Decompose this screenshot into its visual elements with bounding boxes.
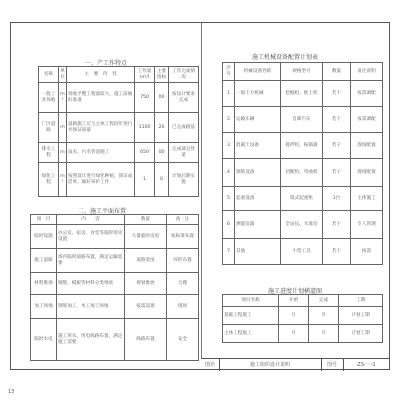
table-cell: 主体工程施工 — [223, 325, 279, 343]
table-cell: m — [59, 113, 67, 143]
table-cell: 施工用水、用电线路布置，满足施工需要 — [57, 319, 125, 361]
table-cell: 00 — [155, 83, 169, 113]
table-cell: 1 — [135, 163, 155, 197]
header-cell: 数量 — [125, 215, 167, 225]
table-row — [223, 81, 383, 107]
table-cell: 场内临时道路布置，满足运输需要 — [57, 249, 125, 273]
table-cell: m² — [59, 83, 67, 113]
table-cell: 起重设备 — [235, 187, 281, 211]
header-cell: 项目名称 — [223, 295, 279, 307]
table-row — [223, 133, 383, 159]
header-cell: 开始 — [279, 295, 309, 307]
table2-title: 二、施工平面布置 — [78, 208, 127, 215]
table-row — [39, 143, 199, 163]
header-cell: 规格型号 — [281, 63, 323, 81]
table-cell: 若干 — [323, 211, 351, 239]
table-cell: 钢筋、模板等材料分类堆放 — [57, 273, 125, 295]
table-cell: 安全 — [167, 319, 199, 361]
table-cell: 合理 — [167, 273, 199, 295]
table-row — [31, 249, 199, 273]
table-row — [31, 273, 199, 295]
table3-header-row — [223, 63, 383, 81]
table-cell: 道路施工应与主体工程同步进行并保证质量 — [67, 113, 135, 143]
table-cell: 按标准布置 — [167, 225, 199, 249]
table-cell: 临时水电 — [31, 319, 57, 361]
table-cell: 基础工程施工 — [223, 307, 279, 325]
title-block — [201, 358, 390, 371]
table-cell: 00 — [155, 143, 169, 163]
table-cell: 已完成路基 — [169, 113, 199, 143]
table-cell: 按需调配 — [351, 107, 383, 133]
table-cell: 混凝土设备 — [235, 133, 281, 159]
table-cell: 0 — [155, 163, 169, 197]
table4 — [222, 294, 383, 343]
page-number: 13 — [8, 389, 15, 395]
table-row — [223, 325, 383, 343]
table3-title: 施工机械设备配置计划表 — [252, 54, 319, 61]
table-cell: 其他 — [235, 239, 281, 265]
table-row — [223, 107, 383, 133]
table-row — [31, 295, 199, 319]
table-cell: 雨水、污水管道施工 — [67, 143, 135, 163]
table2 — [30, 214, 199, 361]
table-cell: 搅拌机、振捣器 — [281, 133, 323, 159]
table-cell: 材料堆场 — [31, 273, 57, 295]
table4-title: 施工进度计划横道图 — [268, 288, 323, 295]
table-cell: 排水工程 — [39, 143, 59, 163]
table-cell: 按需 — [351, 239, 383, 265]
table-cell: m — [59, 143, 67, 163]
table-cell: 3 — [223, 133, 235, 159]
table-row — [31, 225, 199, 249]
table-cell: 加工场地 — [31, 295, 57, 319]
table-cell: 2 — [223, 107, 235, 133]
header-cell: 完成 — [309, 295, 339, 307]
table-cell: 按设计要求完成 — [169, 83, 199, 113]
table-cell: 道路宽度 — [125, 249, 167, 273]
table-cell: 750 — [135, 83, 155, 113]
table-cell: 办公室、宿舍、食堂等临时用房设置 — [57, 225, 125, 249]
table-cell: 月 — [309, 307, 339, 325]
header-cell: 主 要 内 容 — [67, 67, 135, 83]
table-cell: 7 — [223, 239, 235, 265]
table-row — [31, 319, 199, 361]
table-cell: 月 — [279, 325, 309, 343]
table-row — [39, 83, 199, 113]
header-cell: 序号 — [223, 63, 235, 81]
table-cell: 1台 — [323, 187, 351, 211]
table-cell: 若干 — [323, 239, 351, 265]
table-cell: 若干 — [323, 133, 351, 159]
table-cell: 临时设施 — [31, 225, 57, 249]
table-cell: 环形布置 — [167, 249, 199, 273]
table2-header-row — [31, 215, 199, 225]
header-cell: 名称 — [39, 67, 59, 83]
table-cell: m² — [59, 163, 67, 197]
table-row — [223, 211, 383, 239]
table-cell: 大量临时房屋 — [125, 225, 167, 249]
table-cell: 施工道路 — [31, 249, 57, 273]
table-cell: 现场配置 — [351, 159, 383, 187]
table-cell: 现场 — [167, 295, 199, 319]
drawing-name-label: 图名 — [204, 362, 215, 368]
table-cell: 绿化工程 — [39, 163, 59, 197]
table-cell: 厂区道路 — [39, 113, 59, 143]
drawing-code: ZS-一-1 — [357, 362, 376, 368]
table-cell: 全站仪、水准仪 — [281, 211, 323, 239]
header-cell: 机械设备名称 — [235, 63, 281, 81]
header-cell: 数量 — [323, 63, 351, 81]
table-cell: 现场配置 — [351, 133, 383, 159]
table-cell: 小型工具 — [281, 239, 323, 265]
table-cell: 专人管理 — [351, 211, 383, 239]
header-cell: 工作完成情况 — [169, 67, 199, 83]
header-cell: 工作量(m³) — [135, 67, 155, 83]
table-cell: 规划堆放 — [125, 273, 167, 295]
table-cell: 塔式起重机 — [281, 187, 323, 211]
header-cell: 备注说明 — [351, 63, 383, 81]
table-cell: 一般土方机械 — [235, 81, 281, 107]
header-cell: 备 注 — [167, 215, 199, 225]
table-row — [223, 159, 383, 187]
table4-header-row — [223, 295, 383, 307]
table1 — [38, 66, 199, 197]
table-cell: 计划后期实施 — [169, 163, 199, 197]
table-cell: 若干 — [323, 81, 351, 107]
header-cell: 内 容 — [57, 215, 125, 225]
table-cell: 4 — [223, 159, 235, 187]
table-cell: 若干 — [323, 159, 351, 187]
table-cell: 按需调配 — [351, 81, 383, 107]
table-row — [223, 239, 383, 265]
table-cell: 若干 — [323, 107, 351, 133]
table1-title: 一、产工作特点 — [85, 60, 128, 67]
table-cell: 按需设置 — [125, 295, 167, 319]
table-cell: 按照设计进行绿化种植，保证成活率，做好养护工作 — [67, 163, 135, 197]
table-cell: 测量仪器 — [235, 211, 281, 239]
table-cell: 切断机、弯曲机 — [281, 159, 323, 187]
table-cell: 钢筋加工、木工加工场地 — [57, 295, 125, 319]
header-cell: 工期 — [339, 295, 383, 307]
table-cell: 6 — [223, 211, 235, 239]
table-cell: 5 — [223, 187, 235, 211]
table-cell: 月 — [309, 325, 339, 343]
table-row — [39, 163, 199, 197]
table-cell: 场地平整工程量较大，施工前做好准备 — [67, 83, 135, 113]
table-cell: 月 — [279, 307, 309, 325]
table-cell: 挖掘机、推土机 — [281, 81, 323, 107]
table-cell: 自卸汽车 — [281, 107, 323, 133]
table-cell: 完成部分管道 — [169, 143, 199, 163]
table-cell: 一般工业场地 — [39, 83, 59, 113]
header-cell: 主要指标 — [155, 67, 169, 83]
table-cell: 计划工期 — [339, 307, 383, 325]
table1-header-row — [39, 67, 199, 83]
table-cell: 1100 — [135, 113, 155, 143]
table-cell: 钢筋设备 — [235, 159, 281, 187]
table-cell: 650 — [135, 143, 155, 163]
drawing-code-label: 图号 — [326, 362, 337, 368]
table-cell: 1 — [223, 81, 235, 107]
table3 — [222, 62, 383, 265]
table-cell: 线路布置 — [125, 319, 167, 361]
table-cell: 20 — [155, 113, 169, 143]
drawing-name: 施工组织设计说明 — [249, 362, 290, 368]
header-cell: 单位 — [59, 67, 67, 83]
table-cell: 计划工期 — [339, 325, 383, 343]
header-cell: 项 目 — [31, 215, 57, 225]
table-cell: 主体施工 — [351, 187, 383, 211]
center-divider — [201, 22, 202, 358]
table-row — [223, 307, 383, 325]
table-row — [223, 187, 383, 211]
table-cell: 运输车辆 — [235, 107, 281, 133]
table-row — [39, 113, 199, 143]
